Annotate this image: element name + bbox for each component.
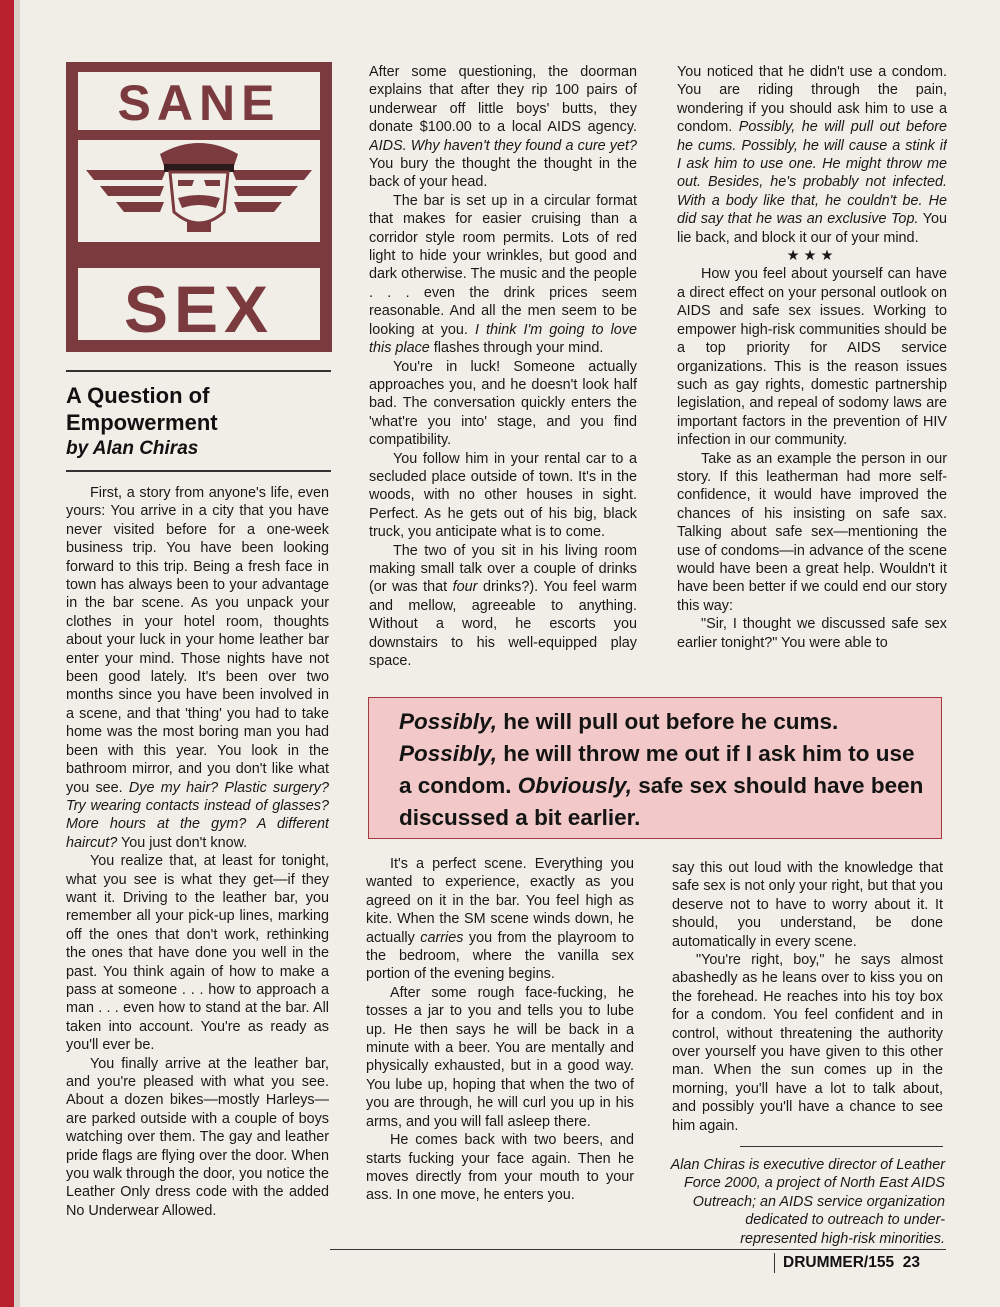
column-3-top bbox=[677, 63, 947, 693]
page-edge-shadow bbox=[14, 0, 20, 1307]
paragraph: The bar is set up in a circular format that makes for easier cruising than a corridor style room permits. Lots of red light to hide your wrinkles, but good and dark otherwise. The music and the people . . . even the drink prices seem reasonable. And all the men seem to be looking at you. I think I'm going to love this place flashes through your mind. bbox=[369, 192, 637, 357]
column-2-top bbox=[369, 63, 637, 691]
paragraph: First, a story from anyone's life, even yours: You arrive in a city that you have never visited before for a one-week business trip. You have been looking forward to this trip. Being a fresh face in town has always been to your advantage in the bar scene. As you unpack your clothes in your hotel room, thoughts about your luck in your home leather bar enter your mind. Those nights have not been good lately. It's been over two months since you have been involved in a scene, and that 'thing' you had to take home was the most boring man you had been with this year. You look in the bathroom mirror, and you don't like what you see. Dye my hair? Plastic surgery? Try wearing contacts instead of glasses? More hours at the gym? A different haircut? You just don't know. bbox=[66, 485, 329, 851]
paragraph: You follow him in your rental car to a secluded place outside of town. It's in the woods, with no other houses in sight. Perfect. As he gets out of his big, black truck, you anticipate what is to come. bbox=[369, 450, 637, 541]
paragraph: Take as an example the person in our story. If this leatherman had more self-confidence, it would have improved the chances of his insisting on safe sax. Talking about safe sex—mentioning the use of condoms—in advance of the scene would have been a great help. Wouldn't it have been better if we could end our story this way: bbox=[677, 450, 947, 614]
page-number: 23 bbox=[902, 1254, 920, 1272]
headline-rule-top bbox=[66, 370, 331, 372]
headline-rule-bottom bbox=[66, 470, 331, 472]
bio-rule bbox=[740, 1146, 943, 1147]
column-3-bottom bbox=[672, 859, 943, 1141]
page-edge bbox=[0, 0, 14, 1307]
paragraph: The two of you sit in his living room making small talk over a couple of drinks (or was that four drinks?). You feel warm and mellow, agreeable to anything. Without a word, he escorts you downstairs to his well-equipped play space. bbox=[369, 542, 637, 669]
page-footer bbox=[774, 1253, 974, 1273]
logo-top-word: SANE bbox=[117, 75, 281, 131]
paragraph: After some rough face-fucking, he tosses a jar to you and tells you to lube up. He then says he will be back in a minute with a beer. You are mentally and physically exhausted, but in a good way. You lube up, hoping that when the two of you are through, he will curl you up in his arms, and you will fall asleep there. bbox=[366, 984, 634, 1130]
pull-quote: Possibly, he will pull out before he cums. Possibly, he will throw me out if I ask him to use a condom. Obviously, safe sex should have been discussed a bit earlier. bbox=[368, 697, 942, 839]
paragraph: "You're right, boy," he says almost abashedly as he leans over to kiss you on the forehead. He reaches into his toy box for a condom. You feel confident and in control, without threatening the authority over yourself you have given to this other man. When the sun comes up in the morning, you'll have a lot to talk about, and possibly you'll have a chance to see him again. bbox=[672, 952, 943, 1134]
author-bio: Alan Chiras is executive director of Leather Force 2000, a project of North East AIDS Outreach; an AIDS service organization dedicated to outreach to under-represented high-risk minorities. bbox=[670, 1157, 945, 1247]
article-title-line2: Empowerment bbox=[66, 410, 218, 435]
paragraph: say this out loud with the knowledge that safe sex is not only your right, but that you deserve not to have to worry about it. It should, you understand, be done automatically in every scene. bbox=[672, 860, 943, 950]
section-break-stars: ★★★ bbox=[786, 248, 838, 265]
paragraph: You realize that, at least for tonight, what you see is what they get—if they want it. Driving to the leather bar, you remember all your pick-up lines, marking off the ones that don't work, rethinking the ones that have done you well in the past. You think again of how to make a pass at someone . . . how to approach a man . . . even how to stand at the bar. All taken into account. You're as ready as you'll ever be. bbox=[66, 853, 329, 1054]
logo-left-bar bbox=[66, 140, 78, 202]
magazine-issue: DRUMMER/155 bbox=[783, 1254, 895, 1272]
sane-sex-logo bbox=[66, 62, 332, 352]
logo-bottom-word: SEX bbox=[123, 272, 275, 346]
paragraph: You finally arrive at the leather bar, and you're pleased with what you see. About a dozen bikes—mostly Harleys—are parked outside with a couple of boys watching over them. The gay and leather pride flags are flying over the door. When you walk through the door, you notice the Leather Only dress code with the added No Underwear Allowed. bbox=[66, 1055, 329, 1219]
logo-right-bar bbox=[320, 140, 332, 202]
footer-divider bbox=[774, 1253, 775, 1273]
column-2-bottom bbox=[366, 855, 634, 1247]
footer-rule bbox=[330, 1249, 946, 1250]
column-1 bbox=[66, 484, 329, 1244]
paragraph: You're in luck! Someone actually approaches you, and he doesn't look half bad. The conversation quickly enters the 'what're you into' stage, and you find compatibility. bbox=[369, 358, 637, 449]
paragraph: After some questioning, the doorman explains that after they rip 100 pairs of underwear off little boys' butts, they donate $100.00 to a local AIDS agency. AIDS. Why haven't they found a cure yet? You bury the thought the thought in the back of your head. bbox=[369, 64, 637, 191]
logo-head-icon bbox=[160, 143, 238, 232]
article-byline: by Alan Chiras bbox=[66, 438, 199, 459]
paragraph: "Sir, I thought we discussed safe sex earlier tonight?" You were able to bbox=[677, 616, 947, 651]
paragraph: You noticed that he didn't use a condom. You are riding through the pain, wondering if you should ask him to use a condom. Possibly, he will pull out before he cums. Possibly, he will cause a stink if I ask him to use one. He might throw me out. Besides, he's probably not infected. With a body like that, he couldn't be. He did say that he was an exclusive Top. You lie back, and block it our of your mind. bbox=[677, 64, 947, 246]
article-title-line1: A Question of bbox=[66, 383, 210, 408]
paragraph: It's a perfect scene. Everything you wanted to experience, exactly as you agreed on it in the bar. You feel high as kite. When the SM scene winds down, he actually carries you from the playroom to the bedroom, where the vanilla sex portion of the evening begins. bbox=[366, 856, 634, 983]
article-headline bbox=[66, 382, 331, 461]
paragraph: How you feel about yourself can have a direct effect on your personal outlook on AIDS and safe sex issues. Working to empower high-risk communities should be a top priority for AIDS service organizations. This is the reason issues such as gay rights, domestic partnership legislation, and repeal of sodomy laws are important factors in the prevention of HIV infection in our community. bbox=[677, 266, 947, 449]
paragraph: He comes back with two beers, and starts fucking your face again. Then he moves directly from your mouth to your ass. In one move, he enters you. bbox=[366, 1132, 634, 1204]
